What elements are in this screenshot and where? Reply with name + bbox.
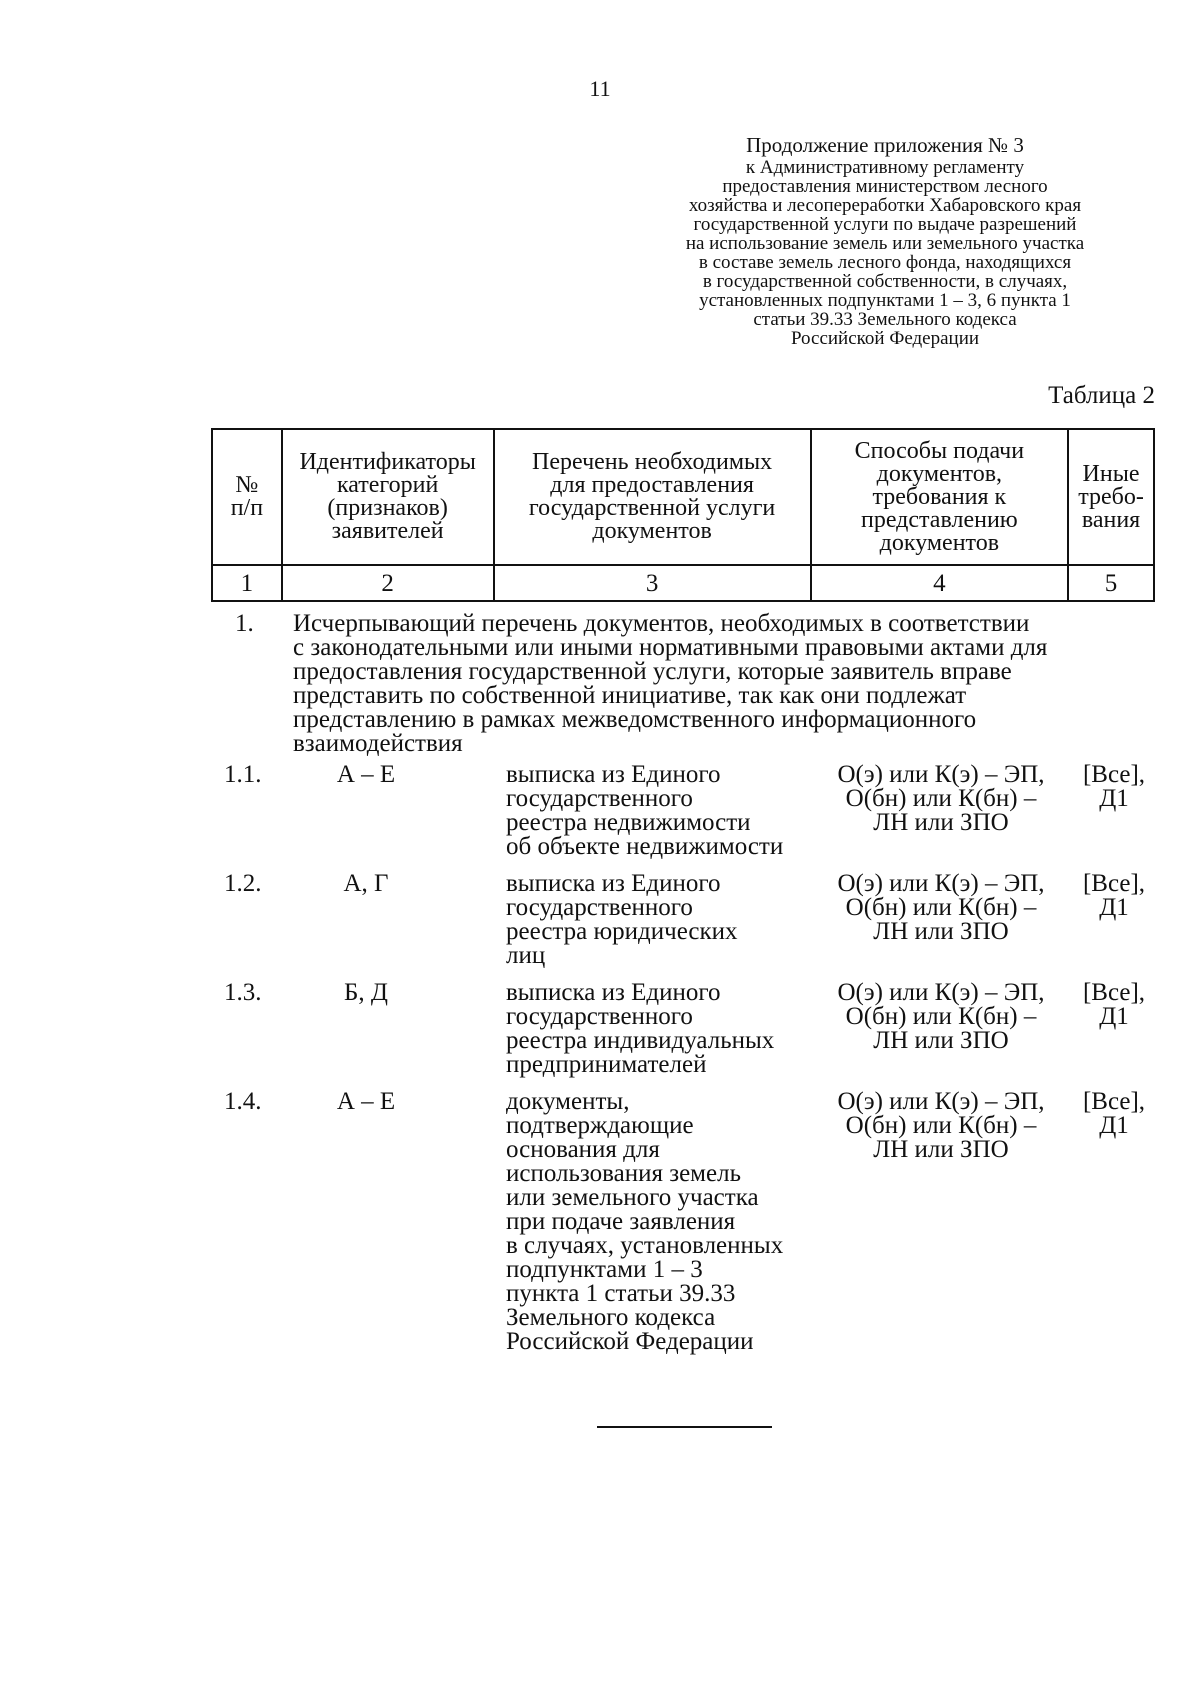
other-line: [Все], — [1082, 979, 1146, 1006]
document-line: выписка из Единого — [506, 870, 721, 897]
header-cell-applicants — [282, 429, 494, 565]
row-number: 1.3. — [224, 979, 262, 1006]
header-text: государственной услуги — [528, 495, 776, 521]
document-line: в случаях, установленных — [506, 1232, 784, 1259]
methods-line: О(бн) или К(бн) – — [845, 894, 1037, 921]
row-other — [1069, 872, 1159, 920]
header-text: документов — [879, 529, 1000, 556]
document-line: при подаче заявления — [506, 1208, 736, 1235]
row-number: 1.4. — [224, 1088, 262, 1115]
header-text: для предоставления — [550, 472, 754, 498]
section-text — [293, 612, 1153, 756]
column-number: 2 — [282, 565, 494, 601]
methods-line: ЛН или ЗПО — [873, 1136, 1009, 1163]
header-cell-number — [212, 429, 282, 565]
row-document — [506, 763, 816, 859]
other-line: Д1 — [1099, 1112, 1129, 1139]
table-header — [211, 428, 1155, 602]
document-line: реестра индивидуальных — [506, 1027, 775, 1054]
section-line: предоставления государственной услуги, которые заявитель вправе — [293, 658, 1012, 685]
column-number: 1 — [212, 565, 282, 601]
header-text: заявителей — [331, 518, 444, 544]
document-line: использования земель — [506, 1160, 741, 1187]
document-line: государственного — [506, 1003, 693, 1030]
methods-line: ЛН или ЗПО — [873, 809, 1009, 836]
document-line: лиц — [506, 942, 546, 969]
row-applicants: А, Г — [343, 870, 389, 897]
methods-line: О(э) или К(э) – ЭП, — [837, 1088, 1045, 1115]
document-line: выписка из Единого — [506, 761, 721, 788]
section-line: представить по собственной инициативе, так как они подлежат — [293, 682, 967, 709]
section-number: 1. — [235, 610, 254, 637]
methods-line: О(э) или К(э) – ЭП, — [837, 979, 1045, 1006]
row-document — [506, 872, 816, 968]
row-methods — [811, 981, 1071, 1053]
row-methods — [811, 763, 1071, 835]
document-line: реестра недвижимости — [506, 809, 751, 836]
header-cell-documents — [494, 429, 811, 565]
column-number: 3 — [494, 565, 811, 601]
row-other — [1069, 1090, 1159, 1138]
column-number-row — [212, 565, 1154, 601]
header-text: Способы подачи — [854, 437, 1025, 464]
document-line: предпринимателей — [506, 1051, 707, 1078]
other-line: [Все], — [1082, 1088, 1146, 1115]
header-text: документов, — [876, 460, 1003, 487]
document-line: документы, — [506, 1088, 630, 1115]
other-line: Д1 — [1099, 894, 1129, 921]
document-line: Российской Федерации — [506, 1328, 754, 1355]
row-number: 1.1. — [224, 761, 262, 788]
header-cell-methods — [811, 429, 1068, 565]
row-applicants: А – Е — [336, 761, 396, 788]
document-line: подтверждающие — [506, 1112, 694, 1139]
methods-line: О(э) или К(э) – ЭП, — [837, 870, 1045, 897]
document-line: или земельного участка — [506, 1184, 759, 1211]
appendix-line: статьи 39.33 Земельного кодекса — [753, 309, 1017, 330]
header-text: представлению — [860, 506, 1018, 533]
appendix-line: государственной услуги по выдаче разрешений — [693, 214, 1077, 235]
methods-line: О(бн) или К(бн) – — [845, 1112, 1037, 1139]
row-other — [1069, 763, 1159, 811]
column-number: 5 — [1068, 565, 1154, 601]
row-applicants: А – Е — [336, 1088, 396, 1115]
other-line: [Все], — [1082, 870, 1146, 897]
end-separator — [597, 1426, 772, 1428]
appendix-line: к Административному регламенту — [745, 157, 1025, 178]
header-text: документов — [592, 518, 712, 544]
section-line: представлению в рамках межведомственного информационного — [293, 706, 977, 733]
other-line: Д1 — [1099, 1003, 1129, 1030]
methods-line: О(бн) или К(бн) – — [845, 785, 1037, 812]
header-row — [212, 429, 1154, 565]
methods-line: О(бн) или К(бн) – — [845, 1003, 1037, 1030]
document-line: пункта 1 статьи 39.33 — [506, 1280, 736, 1307]
methods-line: ЛН или ЗПО — [873, 1027, 1009, 1054]
header-text: п/п — [230, 495, 264, 521]
appendix-line: на использование земель или земельного участка — [685, 233, 1085, 254]
appendix-line: предоставления министерством лесного — [722, 176, 1048, 197]
row-number: 1.2. — [224, 870, 262, 897]
row-methods — [811, 1090, 1071, 1162]
row-document — [506, 981, 816, 1077]
header-text: требования к — [872, 483, 1007, 510]
methods-line: О(э) или К(э) – ЭП, — [837, 761, 1045, 788]
header-text: № — [235, 472, 259, 498]
appendix-line: в государственной собственности, в случаях, — [702, 271, 1068, 292]
document-line: реестра юридических — [506, 918, 738, 945]
header-text: Идентификаторы — [299, 449, 476, 475]
header-text: требо- — [1078, 483, 1144, 510]
document-line: Земельного кодекса — [506, 1304, 716, 1331]
header-text: Иные — [1082, 460, 1140, 487]
document-line: подпунктами 1 – 3 — [506, 1256, 703, 1283]
document-line: основания для — [506, 1136, 660, 1163]
document-line: государственного — [506, 785, 693, 812]
column-number: 4 — [811, 565, 1068, 601]
header-cell-other — [1068, 429, 1154, 565]
row-methods — [811, 872, 1071, 944]
header-text: Перечень необходимых — [532, 449, 773, 475]
row-document — [506, 1090, 816, 1354]
appendix-line: установленных подпунктами 1 – 3, 6 пункта 1 — [699, 290, 1071, 311]
section-line: Исчерпывающий перечень документов, необходимых в соответствии — [293, 610, 1030, 637]
appendix-line: в составе земель лесного фонда, находящихся — [698, 252, 1072, 273]
document-line: государственного — [506, 894, 693, 921]
methods-line: ЛН или ЗПО — [873, 918, 1009, 945]
other-line: Д1 — [1099, 785, 1129, 812]
other-line: [Все], — [1082, 761, 1146, 788]
section-line: с законодательными или иными нормативными правовыми актами для — [293, 634, 1048, 661]
page-number: 11 — [589, 76, 611, 101]
header-text: (признаков) — [327, 495, 448, 521]
document-line: об объекте недвижимости — [506, 833, 784, 860]
section-line: взаимодействия — [293, 730, 463, 757]
row-other — [1069, 981, 1159, 1029]
row-applicants: Б, Д — [344, 979, 388, 1006]
header-text: категорий — [336, 472, 439, 498]
document-line: выписка из Единого — [506, 979, 721, 1006]
appendix-line: хозяйства и лесопереработки Хабаровского края — [688, 195, 1082, 216]
header-text: вания — [1081, 506, 1141, 533]
appendix-line: Российской Федерации — [790, 328, 980, 349]
appendix-line: Продолжение приложения № 3 — [746, 133, 1024, 157]
table-title: Таблица 2 — [1048, 382, 1155, 409]
appendix-header — [615, 132, 1155, 348]
